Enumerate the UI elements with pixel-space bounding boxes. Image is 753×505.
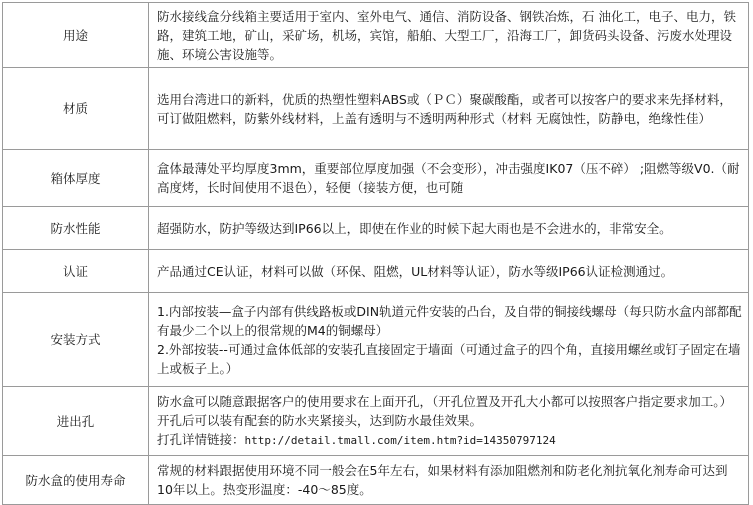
row-value-openings bbox=[149, 387, 749, 456]
row-label-certification: 认证 bbox=[3, 250, 149, 293]
table-row bbox=[3, 293, 749, 387]
table-row bbox=[3, 150, 749, 207]
row-label-waterproof: 防水性能 bbox=[3, 207, 149, 250]
row-label-openings: 进出孔 bbox=[3, 387, 149, 456]
openings-description: 防水盒可以随意跟据客户的使用要求在上面开孔，（开孔位置及开孔大小都可以按照客户指定要求加工。）开孔后可以装有配套的防水夹紧接头，达到防水最佳效果。 bbox=[157, 394, 733, 428]
row-value-waterproof: 超强防水，防护等级达到IP66以上，即使在作业的时候下起大雨也是不会进水的，非常安全。 bbox=[149, 207, 749, 250]
table-row bbox=[3, 250, 749, 293]
row-value-certification: 产品通过CE认证，材料可以做（环保、阻燃，UL材料等认证），防水等级IP66认证检测通过。 bbox=[149, 250, 749, 293]
row-label-material: 材质 bbox=[3, 68, 149, 150]
detail-link[interactable]: http://detail.tmall.com/item.htm?id=14350797124 bbox=[244, 434, 556, 447]
row-value-material: 选用台湾进口的新料，优质的热塑性塑料ABS或（ＰＣ）聚碳酸酯，或者可以按客户的要求来先择材料，可订做阻燃料，防紫外线材料，上盖有透明与不透明两种形式（材料 无腐蚀性，防静电，绝缘性佳） bbox=[149, 68, 749, 150]
row-label-usage: 用途 bbox=[3, 3, 149, 68]
row-value-usage: 防水接线盒分线箱主要适用于室内、室外电气、通信、消防设备、钢铁冶炼，石 油化工，电子、电力，铁路，建筑工地，矿山，采矿场，机场，宾馆，船舶、大型工厂，沿海工厂，卸货码头设备、污废水处理设施、环境公害设施等。 bbox=[149, 3, 749, 68]
openings-link-line bbox=[157, 430, 743, 450]
row-value-installation bbox=[149, 293, 749, 387]
installation-internal-text: 1.内部按装—盒子内部有供线路板或DIN轨道元件安装的凸台，及自带的铜接线螺母（每只防水盒内部都配有最少二个以上的很常规的M4的铜螺母） bbox=[157, 303, 742, 338]
row-label-thickness: 箱体厚度 bbox=[3, 150, 149, 207]
table-row bbox=[3, 387, 749, 456]
row-label-lifespan: 防水盒的使用寿命 bbox=[3, 456, 149, 505]
table-row bbox=[3, 68, 749, 150]
link-prefix: 打孔详情链接： bbox=[157, 432, 245, 447]
table-row bbox=[3, 207, 749, 250]
spec-table bbox=[2, 2, 749, 505]
table-row bbox=[3, 456, 749, 505]
installation-external-text: 2.外部按装--可通过盒体低部的安装孔直接固定于墙面（可通过盒子的四个角，直接用螺丝或钉子固定在墙上或板子上。） bbox=[157, 341, 741, 376]
row-value-thickness: 盒体最薄处平均厚度3mm，重要部位厚度加强（不会变形），冲击强度IK07（压不碎） ;阻燃等级V0.（耐高度烤，长时间使用不退色），轻便（接装方便，也可随 bbox=[149, 150, 749, 207]
row-value-lifespan: 常规的材料跟据使用环境不同一般会在5年左右，如果材料有添加阻燃剂和防老化剂抗氧化剂寿命可达到10年以上。热变形温度：-40～85度。 bbox=[149, 456, 749, 505]
table-row bbox=[3, 3, 749, 68]
row-label-installation: 安装方式 bbox=[3, 293, 149, 387]
